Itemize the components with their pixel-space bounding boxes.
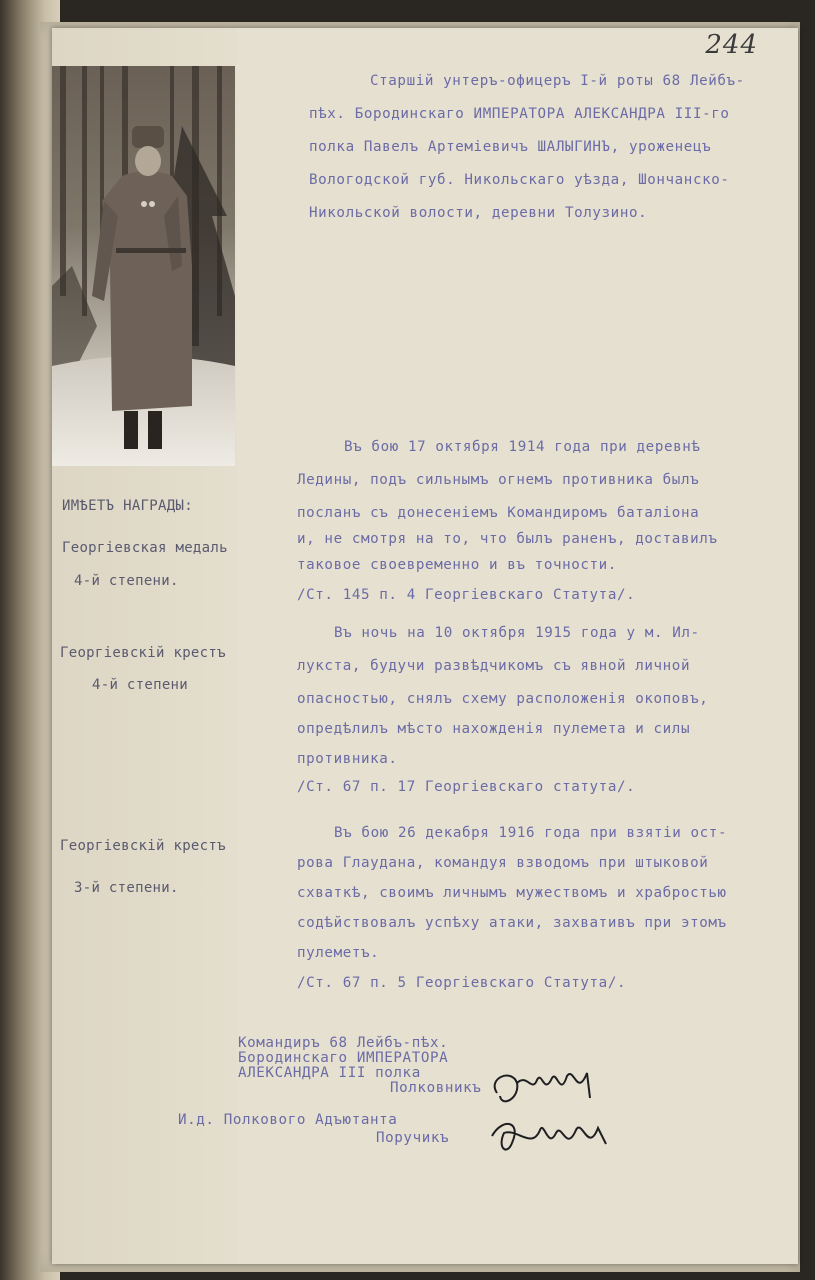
adjutant-title: И.д. Полкового Адъютанта [178,1112,398,1128]
header-line: Никольской волости, деревни Толузино. [309,205,648,221]
deed-line: противника. [297,751,398,767]
deed-line: опасностью, снялъ схему расположенія окоповъ, [297,691,709,707]
statute-citation: /Ст. 145 п. 4 Георгіевскаго Статута/. [297,587,636,603]
header-line: Вологодской губ. Никольскаго уѣзда, Шончанско- [309,172,730,188]
award-name: Георгіевскій крестъ [60,645,226,661]
commander-signature [482,1058,622,1168]
deed-line: Въ бою 26 декабря 1916 года при взятіи ост- [334,825,728,841]
commander-line: АЛЕКСАНДРА III полка [238,1065,421,1081]
awards-title: ИМѢЕТЪ НАГРАДЫ: [62,498,193,514]
folio-number: 244 [705,30,758,60]
commander-line: Бородинскаго ИМПЕРАТОРА [238,1050,449,1066]
adjutant-rank: Поручикъ [376,1130,450,1146]
deed-line: лукста, будучи развѣдчикомъ съ явной личной [297,658,691,674]
header-line: Старшій унтеръ-офицеръ I-й роты 68 Лейбъ- [370,73,745,89]
statute-citation: /Ст. 67 п. 17 Георгіевскаго статута/. [297,779,636,795]
deed-line: рова Глаудана, командуя взводомъ при штыковой [297,855,709,871]
deed-line: содѣйствовалъ успѣху атаки, захвативъ при этомъ [297,915,727,931]
deed-line: Ледины, подъ сильнымъ огнемъ противника былъ [297,472,700,488]
commander-line: Командиръ 68 Лейбъ-пѣх. [238,1035,449,1051]
header-line: полка Павелъ Артеміевичъ ШАЛЫГИНЪ, уроженецъ [309,139,712,155]
header-line: пѣх. Бородинскаго ИМПЕРАТОРА АЛЕКСАНДРА III-го [309,106,730,122]
award-class: 3-й степени. [74,880,179,896]
deed-line: схваткѣ, своимъ личнымъ мужествомъ и храбростью [297,885,727,901]
award-name: Георгіевская медаль [62,540,228,556]
deed-line: опредѣлилъ мѣсто нахожденія пулемета и силы [297,721,691,737]
deed-line: Въ ночь на 10 октября 1915 года у м. Ил- [334,625,700,641]
award-class: 4-й степени [92,677,189,693]
commander-rank: Полковникъ [390,1080,482,1096]
soldier-photograph [52,66,235,466]
statute-citation: /Ст. 67 п. 5 Георгіевскаго Статута/. [297,975,627,991]
award-class: 4-й степени. [74,573,179,589]
deed-line: посланъ съ донесеніемъ Командиромъ баталіона [297,505,700,521]
document-page [52,28,798,1264]
award-name: Георгіевскій крестъ [60,838,226,854]
deed-line: Въ бою 17 октября 1914 года при деревнѣ [344,439,701,455]
deed-line: и, не смотря на то, что былъ раненъ, доставилъ [297,531,718,547]
deed-line: таковое своевременно и въ точности. [297,557,617,573]
deed-line: пулеметъ. [297,945,380,961]
